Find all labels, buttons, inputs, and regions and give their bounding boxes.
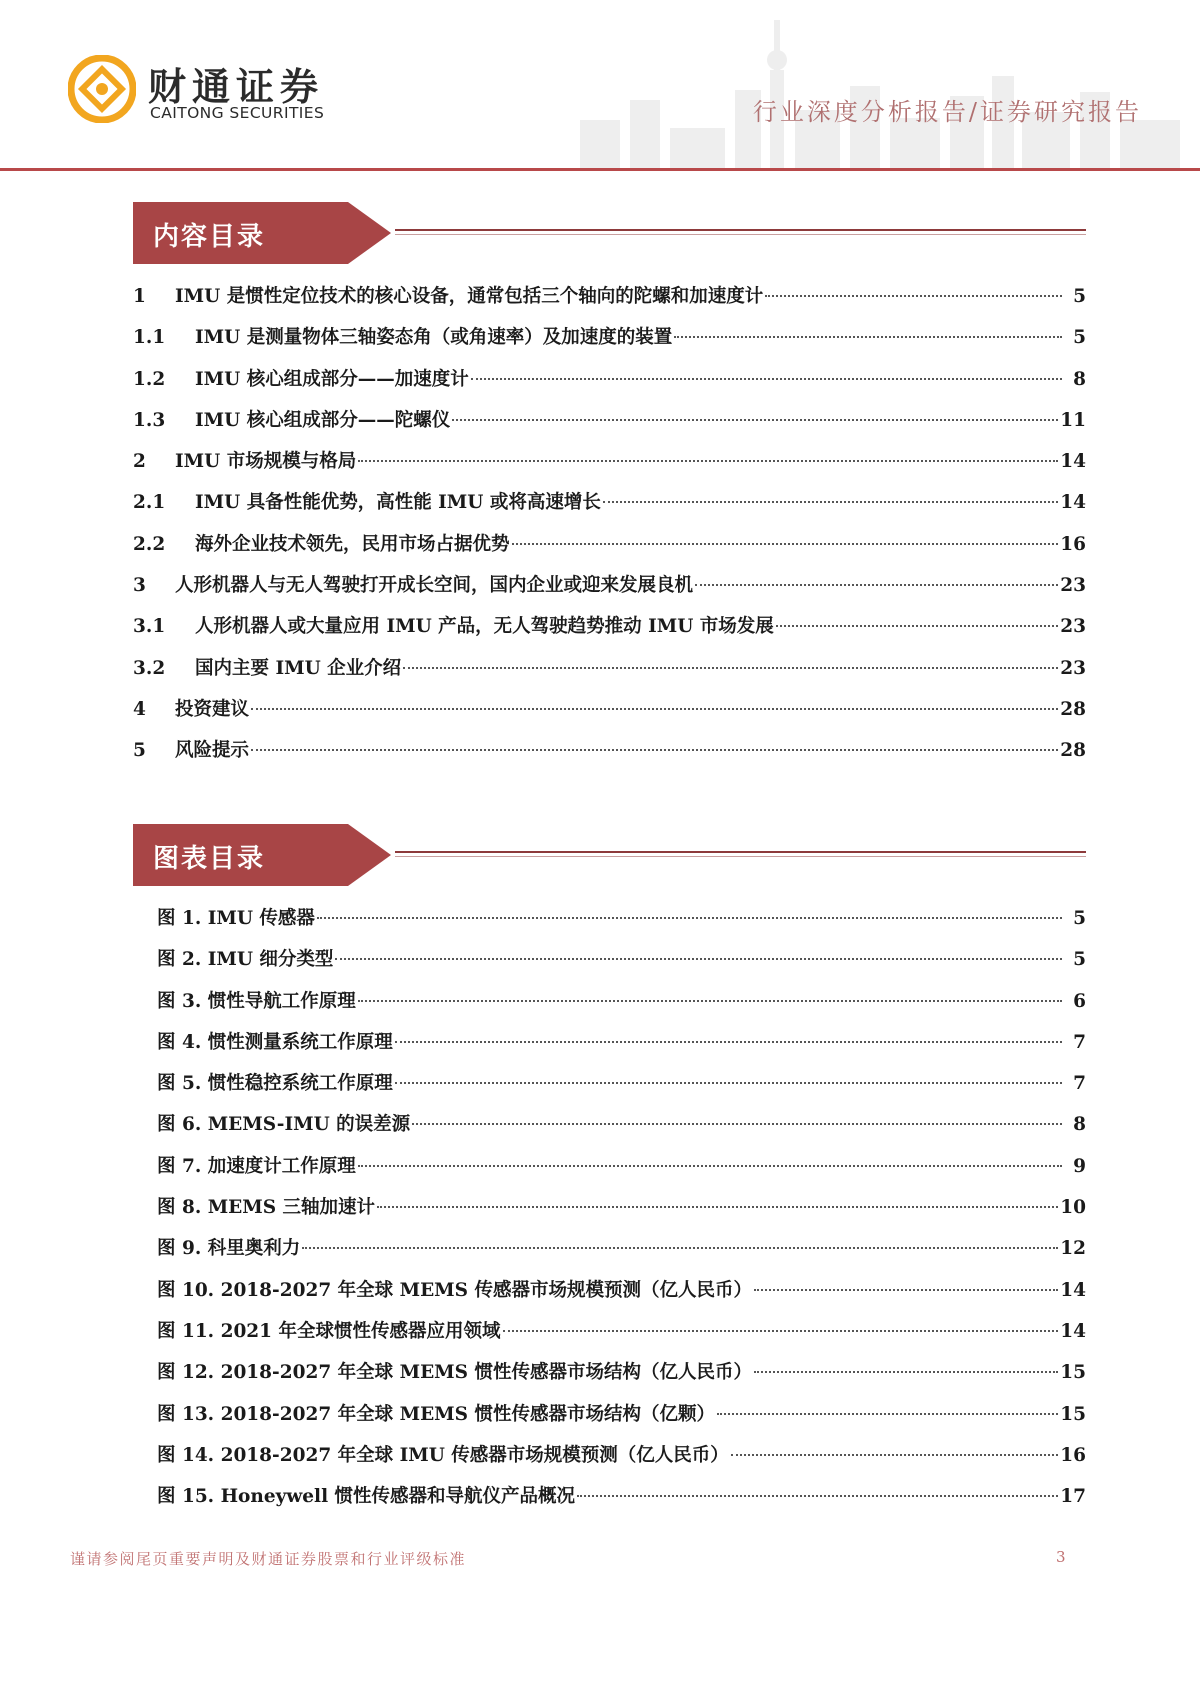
toc-entry[interactable] bbox=[133, 400, 1086, 441]
toc-entry-page: 16 bbox=[1060, 533, 1086, 555]
toc-entry-page: 14 bbox=[1060, 492, 1086, 514]
dot-leader bbox=[674, 336, 1062, 338]
figure-entry[interactable] bbox=[133, 1187, 1086, 1228]
toc-entry-page: 5 bbox=[1073, 327, 1086, 349]
figures-list bbox=[133, 898, 1086, 1517]
toc-entry[interactable] bbox=[133, 689, 1086, 730]
toc-entry-number: 1 bbox=[133, 286, 146, 307]
toc-entry-page: 23 bbox=[1060, 616, 1086, 638]
figure-entry-page: 7 bbox=[1073, 1073, 1086, 1095]
figure-entry-title: 图 12. 2018-2027 年全球 MEMS 惯性传感器市场结构（亿人民币） bbox=[157, 1362, 752, 1384]
figure-entry[interactable] bbox=[133, 1146, 1086, 1187]
dot-leader bbox=[395, 1041, 1062, 1043]
figure-entry-page: 8 bbox=[1073, 1114, 1086, 1136]
toc-entry-title: 国内主要 IMU 企业介绍 bbox=[195, 657, 402, 679]
toc-entry-page: 23 bbox=[1060, 657, 1086, 679]
figure-entry-title: 图 7. 加速度计工作原理 bbox=[157, 1155, 356, 1177]
toc-entry-page: 23 bbox=[1060, 575, 1086, 597]
dot-leader bbox=[302, 1247, 1058, 1249]
dot-leader bbox=[731, 1454, 1058, 1456]
dot-leader bbox=[317, 917, 1062, 919]
toc-entry-page: 8 bbox=[1073, 368, 1086, 390]
toc-entry[interactable] bbox=[133, 730, 1086, 771]
figure-entry-title: 图 1. IMU 传感器 bbox=[157, 908, 315, 929]
dot-leader bbox=[358, 1000, 1062, 1002]
contents-list bbox=[133, 276, 1086, 772]
footer-page-number: 3 bbox=[1056, 1548, 1066, 1566]
figure-entry-page: 12 bbox=[1060, 1238, 1086, 1260]
figure-entry[interactable] bbox=[133, 1476, 1086, 1517]
figure-entry-title: 图 13. 2018-2027 年全球 MEMS 惯性传感器市场结构（亿颗） bbox=[157, 1403, 715, 1425]
dot-leader bbox=[695, 584, 1058, 586]
toc-entry-title: IMU 是测量物体三轴姿态角（或角速率）及加速度的装置 bbox=[195, 327, 673, 349]
figure-entry-page: 5 bbox=[1073, 949, 1086, 971]
toc-entry-number: 1.3 bbox=[133, 409, 166, 431]
figure-entry[interactable] bbox=[133, 898, 1086, 939]
toc-entry-page: 14 bbox=[1060, 451, 1086, 473]
banner-rule bbox=[395, 229, 1086, 231]
figure-entry-title: 图 14. 2018-2027 年全球 IMU 传感器市场规模预测（亿人民币） bbox=[157, 1444, 729, 1466]
dot-leader bbox=[403, 667, 1058, 669]
figure-entry[interactable] bbox=[133, 1394, 1086, 1435]
figure-entry[interactable] bbox=[133, 981, 1086, 1022]
toc-entry-title: IMU 市场规模与格局 bbox=[175, 451, 357, 473]
logo-chinese-name: 财通证券 bbox=[148, 65, 325, 109]
figure-entry-page: 10 bbox=[1060, 1197, 1086, 1219]
toc-entry-title: IMU 具备性能优势，高性能 IMU 或将高速增长 bbox=[195, 492, 601, 514]
banner-rule-thin bbox=[395, 234, 1086, 235]
toc-entry[interactable] bbox=[133, 648, 1086, 689]
toc-entry-title: 风险提示 bbox=[175, 740, 250, 762]
figure-entry[interactable] bbox=[133, 939, 1086, 980]
toc-entry-title: 投资建议 bbox=[175, 698, 250, 720]
dot-leader bbox=[754, 1371, 1058, 1373]
toc-entry-number: 5 bbox=[133, 740, 146, 762]
figure-entry-page: 15 bbox=[1060, 1362, 1086, 1384]
report-type: 行业深度分析报告/证券研究报告 bbox=[752, 98, 1142, 126]
figure-entry-page: 17 bbox=[1060, 1486, 1086, 1508]
toc-entry-title: 人形机器人或大量应用 IMU 产品，无人驾驶趋势推动 IMU 市场发展 bbox=[195, 616, 774, 638]
figure-entry-page: 6 bbox=[1073, 990, 1086, 1012]
dot-leader bbox=[765, 295, 1062, 297]
banner-rule-thin bbox=[395, 856, 1086, 857]
logo-english-name: CAITONG SECURITIES bbox=[150, 104, 325, 122]
dot-leader bbox=[603, 501, 1058, 503]
toc-entry-number: 1.1 bbox=[133, 327, 166, 349]
toc-entry-title: 海外企业技术领先，民用市场占据优势 bbox=[195, 533, 510, 555]
toc-entry-number: 3.2 bbox=[133, 657, 166, 679]
figure-entry-page: 5 bbox=[1073, 908, 1086, 929]
toc-entry-number: 1.2 bbox=[133, 368, 166, 390]
figure-entry-page: 14 bbox=[1060, 1279, 1086, 1301]
toc-entry[interactable] bbox=[133, 276, 1086, 317]
dot-leader bbox=[754, 1289, 1058, 1291]
toc-entry-number: 2.2 bbox=[133, 533, 166, 555]
figure-entry-page: 15 bbox=[1060, 1403, 1086, 1425]
figure-entry[interactable] bbox=[133, 1022, 1086, 1063]
contents-section bbox=[133, 202, 1086, 772]
toc-entry[interactable] bbox=[133, 441, 1086, 482]
city-skyline-watermark bbox=[560, 0, 1200, 170]
caitong-logo-icon bbox=[68, 55, 136, 123]
figure-entry-title: 图 2. IMU 细分类型 bbox=[157, 949, 334, 971]
footer-disclaimer: 谨请参阅尾页重要声明及财通证券股票和行业评级标准 bbox=[70, 1550, 467, 1568]
toc-entry-title: 人形机器人与无人驾驶打开成长空间，国内企业或迎来发展良机 bbox=[175, 575, 694, 597]
figure-entry[interactable] bbox=[133, 1311, 1086, 1352]
contents-title: 内容目录 bbox=[153, 222, 266, 252]
dot-leader bbox=[471, 378, 1062, 380]
toc-entry-title: IMU 是惯性定位技术的核心设备，通常包括三个轴向的陀螺和加速度计 bbox=[175, 286, 764, 307]
figures-title: 图表目录 bbox=[153, 844, 266, 874]
figure-entry-title: 图 3. 惯性导航工作原理 bbox=[157, 990, 356, 1012]
figure-entry[interactable] bbox=[133, 1104, 1086, 1145]
figure-entry-page: 14 bbox=[1060, 1320, 1086, 1342]
toc-entry-page: 5 bbox=[1073, 286, 1086, 307]
toc-entry-page: 28 bbox=[1060, 698, 1086, 720]
contents-banner bbox=[133, 202, 1086, 264]
banner-rule bbox=[395, 851, 1086, 853]
toc-entry[interactable] bbox=[133, 317, 1086, 358]
figure-entry-title: 图 10. 2018-2027 年全球 MEMS 传感器市场规模预测（亿人民币） bbox=[157, 1279, 752, 1301]
toc-entry-number: 4 bbox=[133, 698, 146, 720]
toc-entry[interactable] bbox=[133, 606, 1086, 647]
dot-leader bbox=[503, 1330, 1059, 1332]
figure-entry-title: 图 6. MEMS-IMU 的误差源 bbox=[157, 1114, 411, 1136]
dot-leader bbox=[335, 958, 1062, 960]
page-header bbox=[0, 0, 1200, 172]
toc-entry-number: 3 bbox=[133, 575, 146, 597]
dot-leader bbox=[412, 1123, 1062, 1125]
toc-entry[interactable] bbox=[133, 482, 1086, 523]
figure-entry-page: 9 bbox=[1073, 1155, 1086, 1177]
toc-entry-number: 2.1 bbox=[133, 492, 166, 514]
dot-leader bbox=[251, 749, 1058, 751]
figure-entry-title: 图 15. Honeywell 惯性传感器和导航仪产品概况 bbox=[157, 1486, 576, 1508]
toc-entry[interactable] bbox=[133, 565, 1086, 606]
dot-leader bbox=[776, 625, 1058, 627]
figure-entry[interactable] bbox=[133, 1435, 1086, 1476]
toc-entry-title: IMU 核心组成部分——陀螺仪 bbox=[195, 409, 451, 431]
figure-entry-title: 图 11. 2021 年全球惯性传感器应用领域 bbox=[157, 1320, 501, 1342]
toc-entry-number: 2 bbox=[133, 451, 146, 473]
dot-leader bbox=[358, 1165, 1062, 1167]
toc-entry-title: IMU 核心组成部分——加速度计 bbox=[195, 368, 469, 390]
toc-entry-page: 28 bbox=[1060, 740, 1086, 762]
figure-entry-title: 图 8. MEMS 三轴加速计 bbox=[157, 1197, 376, 1219]
figure-entry-title: 图 5. 惯性稳控系统工作原理 bbox=[157, 1073, 393, 1095]
dot-leader bbox=[452, 419, 1058, 421]
toc-entry[interactable] bbox=[133, 524, 1086, 565]
toc-entry[interactable] bbox=[133, 359, 1086, 400]
toc-entry-number: 3.1 bbox=[133, 616, 166, 638]
figure-entry[interactable] bbox=[133, 1352, 1086, 1393]
figure-entry-page: 16 bbox=[1060, 1444, 1086, 1466]
figure-entry[interactable] bbox=[133, 1063, 1086, 1104]
dot-leader bbox=[358, 460, 1058, 462]
dot-leader bbox=[512, 543, 1059, 545]
figure-entry-title: 图 4. 惯性测量系统工作原理 bbox=[157, 1031, 393, 1053]
dot-leader bbox=[377, 1206, 1058, 1208]
dot-leader bbox=[251, 708, 1058, 710]
dot-leader bbox=[717, 1413, 1058, 1415]
figures-section bbox=[133, 824, 1086, 1517]
figure-entry-page: 7 bbox=[1073, 1031, 1086, 1053]
figure-entry[interactable] bbox=[133, 1270, 1086, 1311]
dot-leader bbox=[395, 1082, 1062, 1084]
header-divider bbox=[0, 168, 1200, 171]
figure-entry-title: 图 9. 科里奥利力 bbox=[157, 1238, 301, 1260]
figures-banner bbox=[133, 824, 1086, 886]
dot-leader bbox=[577, 1495, 1058, 1497]
toc-entry-page: 11 bbox=[1060, 409, 1086, 431]
figure-entry[interactable] bbox=[133, 1228, 1086, 1269]
